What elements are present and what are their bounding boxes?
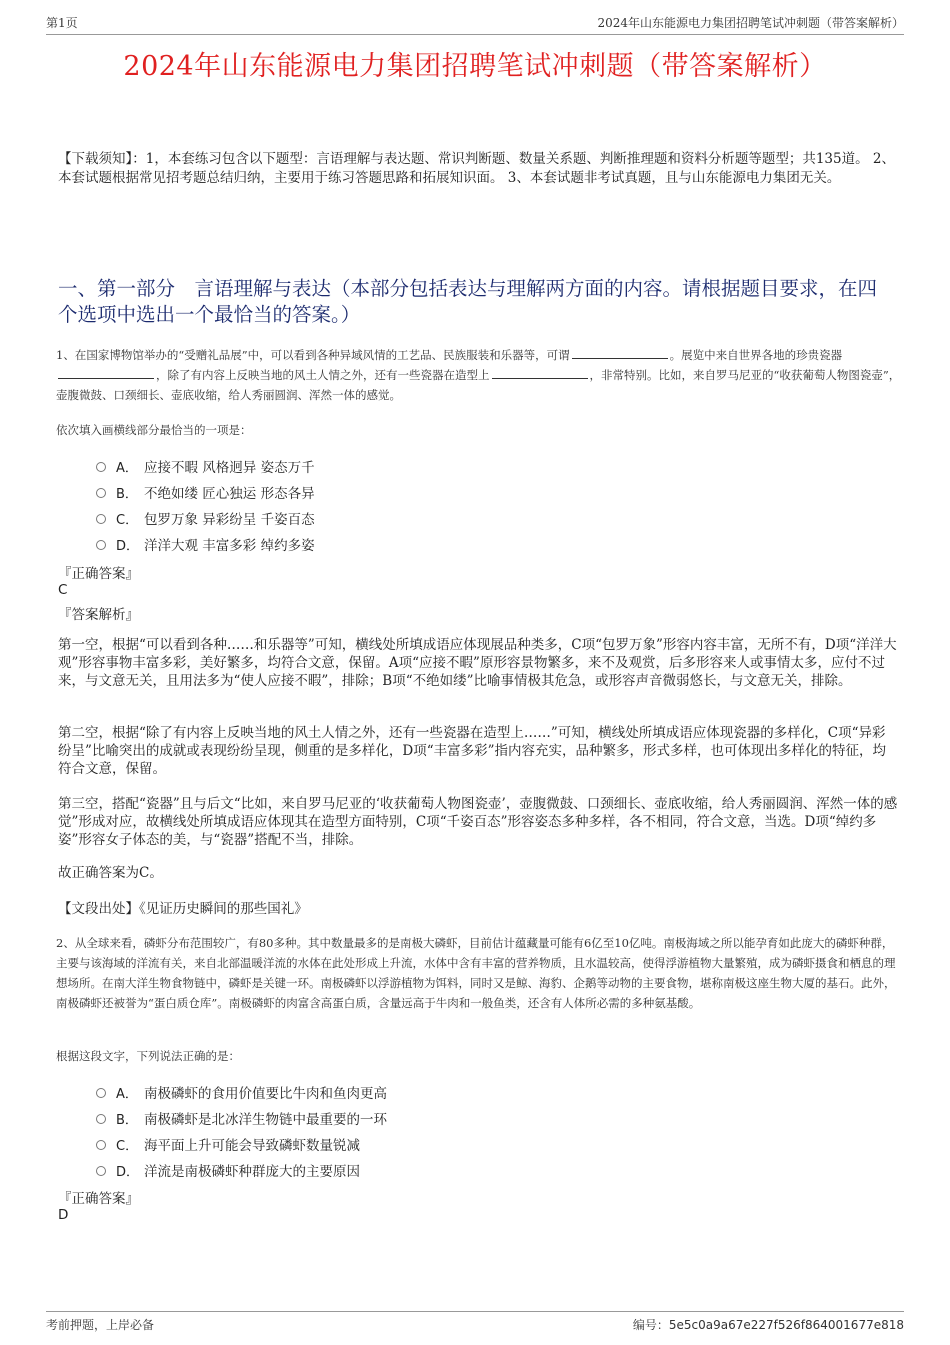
radio-icon[interactable] (96, 1140, 106, 1150)
radio-icon[interactable] (96, 1088, 106, 1098)
q1-analysis-paragraph-2: 第二空，根据“除了有内容上反映当地的风土人情之外，还有一些瓷器在造型上……”可知，横线处所填成语应体现瓷器的多样化，C项“异彩纷呈”比喻突出的成就或表现纷纷呈现，侧重的是多样化，D项“丰富多彩”指内容充实，品种繁多，形式多样，也可体现出多样化的特征，均符合文意，保留。 (58, 725, 887, 777)
q1-analysis-conclusion: 故正确答案为C。 (58, 865, 163, 881)
page-footer (46, 1311, 904, 1335)
fill-blank-3 (492, 366, 588, 379)
q1-option-a[interactable]: A． 应接不暇 风格迥异 姿态万千 (96, 453, 315, 479)
q1-answer-value: C (58, 582, 68, 598)
q2-answer-label: 『正确答案』 (58, 1191, 139, 1207)
q1-analysis-label: 『答案解析』 (58, 607, 139, 623)
q2-option-a[interactable]: A． 南极磷虾的食用价值要比牛肉和鱼肉更高 (96, 1079, 387, 1105)
q1-option-c[interactable]: C． 包罗万象 异彩纷呈 千姿百态 (96, 505, 315, 531)
q1-text-part-1: 1、在国家博物馆举办的“受赠礼品展”中，可以看到各种异域风情的工艺品、民族服装和乐器等，可谓 (56, 348, 570, 362)
question-1-options (96, 453, 315, 557)
footer-code-label: 编号： (632, 1318, 669, 1332)
footer-slogan: 考前押题，上岸必备 (46, 1318, 155, 1332)
q1-option-b[interactable]: B． 不绝如缕 匠心独运 形态各异 (96, 479, 315, 505)
q1-text-part-4: ，非常特别。比如，来自罗马尼亚的“收获葡萄人物图瓷壶”，壶腹微鼓、口颈细长、壶底收缩，给人秀丽圆润、浑然一体的感觉。 (56, 368, 901, 402)
q2-answer-value: D (58, 1207, 69, 1223)
radio-icon[interactable] (96, 1114, 106, 1124)
q1-text-part-2: 。展览中来自世界各地的珍贵瓷器 (669, 348, 843, 362)
question-1-prompt: 依次填入画横线部分最恰当的一项是： (56, 423, 252, 437)
footer-code (633, 1316, 904, 1333)
download-notice: 【下载须知】：1，本套练习包含以下题型：言语理解与表达题、常识判断题、数量关系题、判断推理题和资料分析题等题型；共135道。 2、本套试题根据常见招考题总结归纳，主要用于练习答题思路和拓展知识面。 3、本套试题非考试真题，且与山东能源电力集团无关。 (58, 151, 895, 186)
question-2-options (96, 1079, 387, 1183)
header-doc-title: 2024年山东能源电力集团招聘笔试冲刺题（带答案解析） (597, 16, 904, 30)
q1-answer-label: 『正确答案』 (58, 566, 139, 582)
question-1-text (56, 345, 904, 405)
page-header (46, 14, 904, 35)
q1-source: 【文段出处】《见证历史瞬间的那些国礼》 (58, 901, 308, 917)
q1-option-d[interactable]: D． 洋洋大观 丰富多彩 绰约多姿 (96, 531, 315, 557)
q2-option-d[interactable]: D． 洋流是南极磷虾种群庞大的主要原因 (96, 1157, 387, 1183)
fill-blank-1 (572, 346, 668, 359)
q2-option-c[interactable]: C． 海平面上升可能会导致磷虾数量锐减 (96, 1131, 387, 1157)
radio-icon[interactable] (96, 1166, 106, 1176)
section-heading: 一、第一部分 言语理解与表达（本部分包括表达与理解两方面的内容。请根据题目要求，在四个选项中选出一个最恰当的答案。） (58, 277, 878, 326)
question-2-prompt: 根据这段文字，下列说法正确的是： (56, 1049, 240, 1063)
radio-icon[interactable] (96, 462, 106, 472)
radio-icon[interactable] (96, 540, 106, 550)
q1-text-part-3: ，除了有内容上反映当地的风土人情之外，还有一些瓷器在造型上 (156, 368, 490, 382)
document-title: 2024年山东能源电力集团招聘笔试冲刺题（带答案解析） (123, 51, 827, 82)
radio-icon[interactable] (96, 488, 106, 498)
page-number: 第1页 (46, 16, 78, 30)
q1-analysis-paragraph-1: 第一空，根据“可以看到各种……和乐器等”可知，横线处所填成语应体现展品种类多，C项“包罗万象”形容内容丰富，无所不有，D项“洋洋大观”形容事物丰富多彩，美好繁多，均符合文意，保留。A项“应接不暇”原形容景物繁多，来不及观赏，后多形容来人或事情太多，应付不过来，与文意无关，且用法多为“使人应接不暇”，排除；B项“不绝如缕”比喻事情极其危急，或形容声音微弱悠长，与文意无关，排除。 (58, 637, 897, 689)
q2-option-b[interactable]: B． 南极磷虾是北冰洋生物链中最重要的一环 (96, 1105, 387, 1131)
footer-code-value: 5e5c0a9a67e227f526f864001677e818 (668, 1318, 904, 1332)
radio-icon[interactable] (96, 514, 106, 524)
question-2-text: 2、从全球来看，磷虾分布范围较广，有80多种。其中数量最多的是南极大磷虾，目前估计蕴藏量可能有6亿至10亿吨。南极海域之所以能孕育如此庞大的磷虾种群，主要与该海域的洋流有关，来自北部温暖洋流的水体在此处形成上升流，水体中含有丰富的营养物质，且水温较高，使得浮游植物大量繁殖，成为磷虾摄食和栖息的理想场所。在南大洋生物食物链中，磷虾是关键一环。南极磷虾以浮游植物为饵料，同时又是鲸、海豹、企鹅等动物的主要食物，堪称南极这座生物大厦的基石。此外，南极磷虾还被誉为“蛋白质仓库”。南极磷虾的肉富含高蛋白质，含量远高于牛肉和一般鱼类，还含有人体所必需的多种氨基酸。 (56, 936, 896, 1010)
q1-analysis-paragraph-3: 第三空，搭配“瓷器”且与后文“比如，来自罗马尼亚的‘收获葡萄人物图瓷壶’，壶腹微鼓、口颈细长、壶底收缩，给人秀丽圆润、浑然一体的感觉”形成对应，故横线处所填成语应体现其在造型方面特别，C项“千姿百态”形容姿态多种多样，各不相同，符合文意，当选。D项“绰约多姿”形容女子体态的美，与“瓷器”搭配不当，排除。 (58, 796, 898, 848)
fill-blank-2 (58, 366, 154, 379)
